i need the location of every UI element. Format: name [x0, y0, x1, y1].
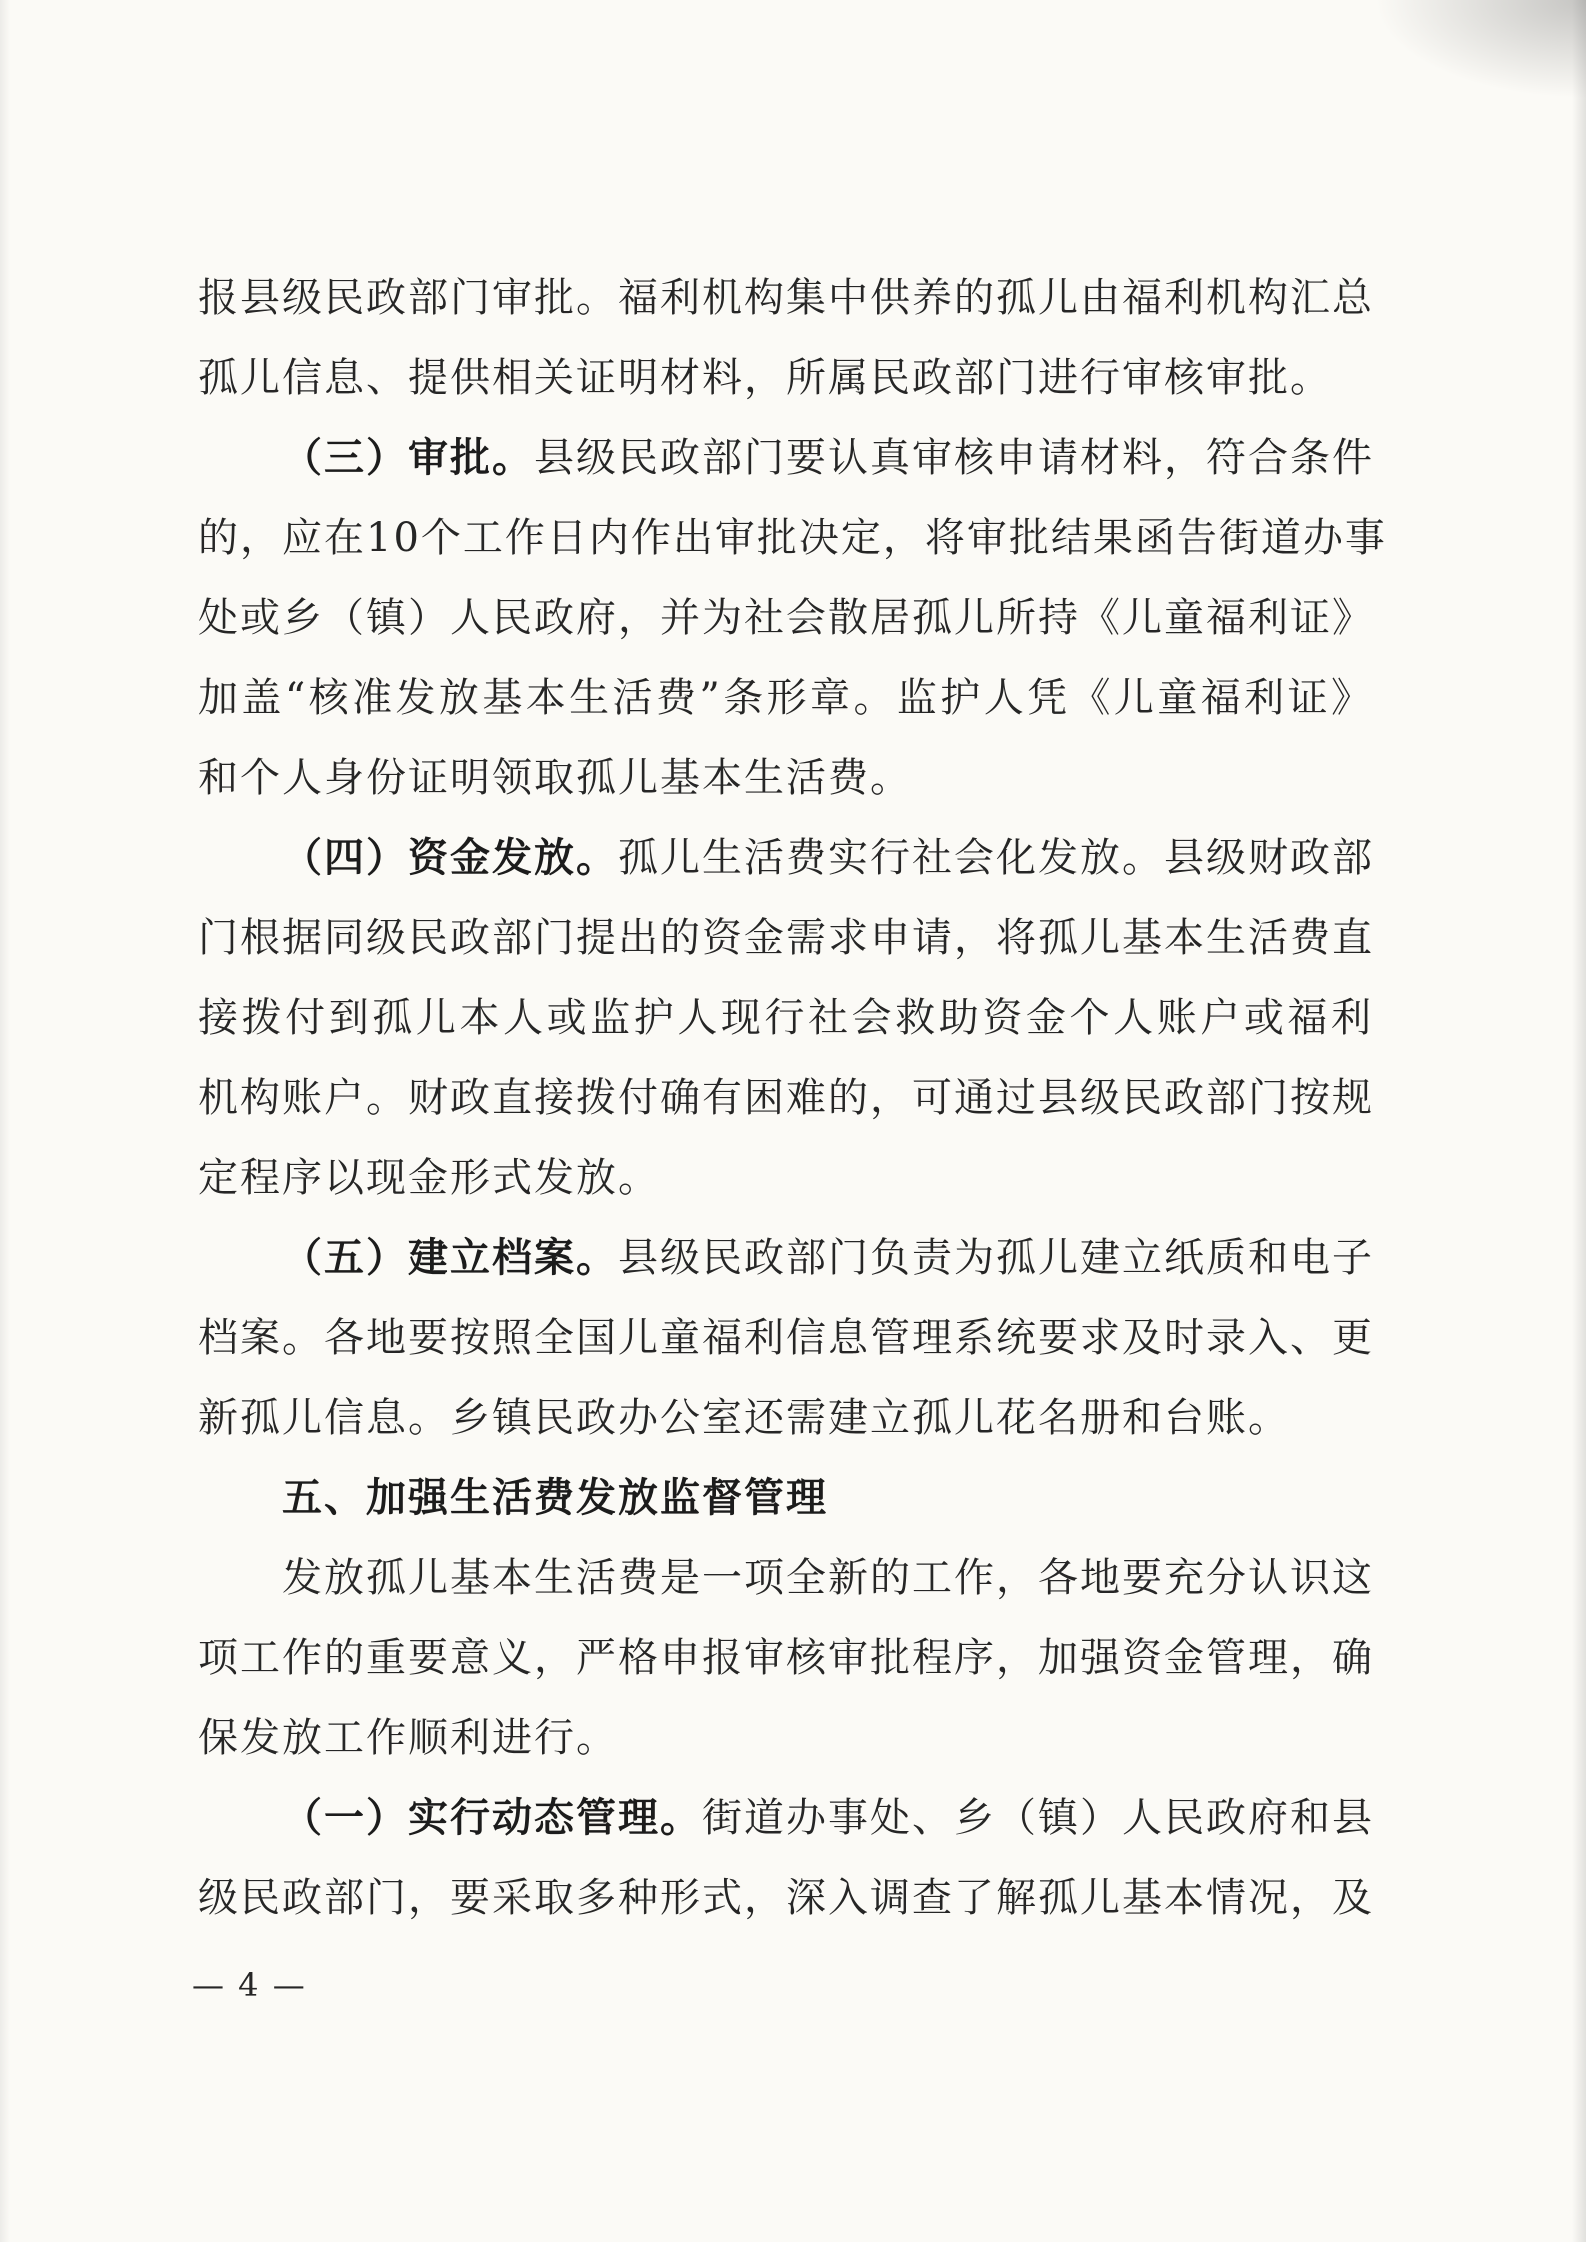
chapter-5-intro-paragraph: [198, 1538, 1373, 1778]
section-3-paragraph: [198, 418, 1387, 818]
text-line: 新孤儿信息。乡镇民政办公室还需建立孤儿花名册和台账。: [198, 1395, 1290, 1441]
section-5-heading: （五）建立档案。: [282, 1234, 618, 1281]
section-5-first-line: [198, 1218, 1373, 1298]
text-line: 保发放工作顺利进行。: [198, 1715, 618, 1761]
text-line: 接拨付到孤儿本人或监护人现行社会救助资金个人账户或福利: [198, 995, 1373, 1041]
text-line: 档案。各地要按照全国儿童福利信息管理系统要求及时录入、更: [198, 1315, 1374, 1361]
subsection-1-first-line-text: 街道办事处、乡（镇）人民政府和县: [702, 1795, 1374, 1841]
text-line: 机构账户。财政直接拨付确有困难的，可通过县级民政部门按规: [198, 1075, 1374, 1121]
text-line: 定程序以现金形式发放。: [198, 1155, 660, 1201]
text-line: 处或乡（镇）人民政府，并为社会散居孤儿所持《儿童福利证》: [198, 595, 1374, 641]
section-4-heading: （四）资金发放。: [282, 834, 618, 881]
section-4-paragraph: [198, 818, 1373, 1218]
body-text: [198, 258, 1387, 1938]
subsection-1-heading: （一）实行动态管理。: [282, 1794, 702, 1841]
section-5-first-line-text: 县级民政部门负责为孤儿建立纸质和电子: [618, 1235, 1374, 1281]
text-line: 加盖“核准发放基本生活费”条形章。监护人凭《儿童福利证》: [198, 675, 1373, 721]
text-line: 和个人身份证明领取孤儿基本生活费。: [198, 755, 912, 801]
subsection-1-paragraph: [198, 1778, 1373, 1938]
page-number: — 4 —: [192, 1966, 307, 2004]
section-3-first-line-text: 县级民政部门要认真审核申请材料，符合条件: [534, 435, 1374, 481]
section-4-first-line: [198, 818, 1373, 898]
text-line: 孤儿信息、提供相关证明材料，所属民政部门进行审核审批。: [198, 355, 1332, 401]
section-4-first-line-text: 孤儿生活费实行社会化发放。县级财政部: [618, 835, 1374, 881]
text-line: 报县级民政部门审批。福利机构集中供养的孤儿由福利机构汇总: [198, 275, 1374, 321]
section-5-paragraph: [198, 1218, 1373, 1458]
text-line: 的，应在10个工作日内作出审批决定，将审批结果函告街道办事: [198, 515, 1387, 561]
text-line: 项工作的重要意义，严格申报审核审批程序，加强资金管理，确: [198, 1635, 1374, 1681]
continuation-paragraph: [198, 258, 1373, 418]
section-3-heading: （三）审批。: [282, 434, 534, 481]
text-line: 级民政部门，要采取多种形式，深入调查了解孤儿基本情况，及: [198, 1875, 1374, 1921]
subsection-1-first-line: [198, 1778, 1373, 1858]
chapter-5-heading: 五、加强生活费发放监督管理: [282, 1474, 828, 1521]
text-line: 门根据同级民政部门提出的资金需求申请，将孤儿基本生活费直: [198, 915, 1374, 961]
text-line: 发放孤儿基本生活费是一项全新的工作，各地要充分认识这: [282, 1555, 1374, 1601]
section-3-first-line: [198, 418, 1373, 498]
